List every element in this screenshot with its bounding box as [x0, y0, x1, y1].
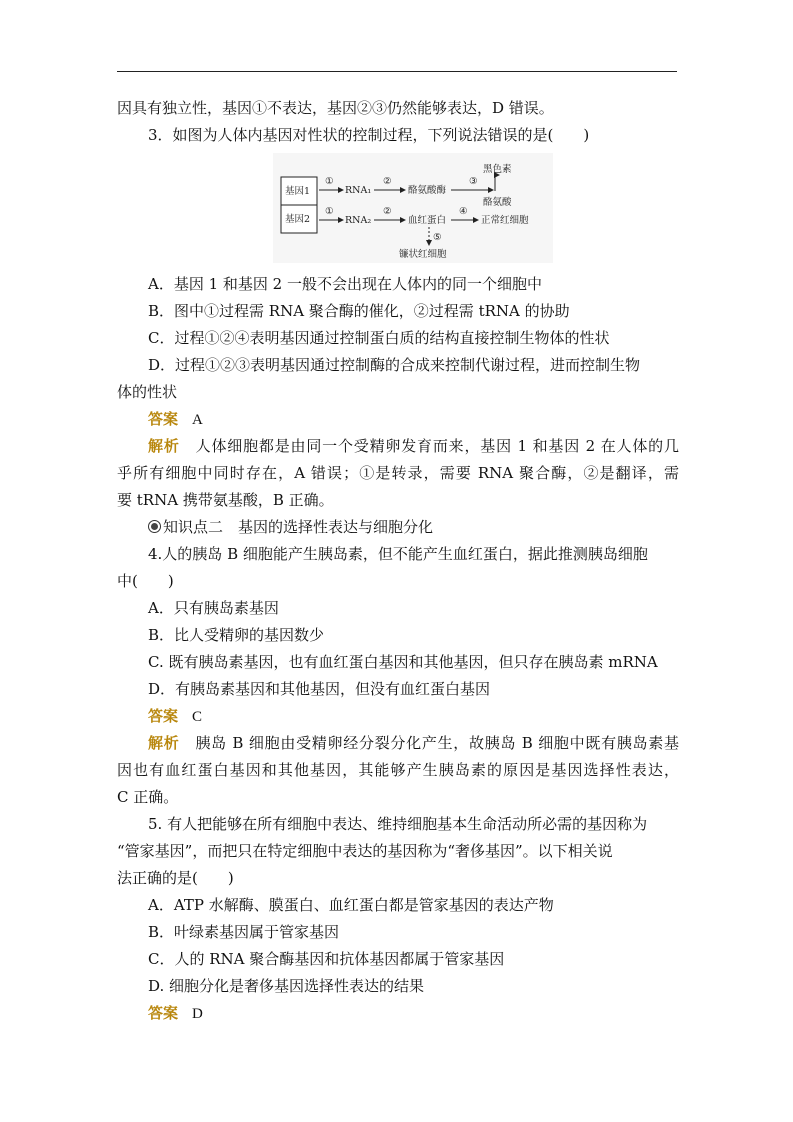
- section-heading: [148, 517, 679, 537]
- gene1-label: 基因1: [285, 186, 311, 197]
- bullet-circle-icon: [148, 520, 161, 533]
- normal-rbc-label: 正常红细胞: [481, 215, 529, 226]
- q5-stem-2: “管家基因”，而把只在特定细胞中表达的基因称为“奢侈基因”。以下相关说: [117, 842, 613, 860]
- q5-answer: [148, 1003, 679, 1024]
- answer-value: D: [192, 1006, 203, 1022]
- q5-option-a: A．ATP 水解酶、膜蛋白、血红蛋白都是管家基因的表达产物: [148, 896, 554, 914]
- step2b-label: ②: [383, 206, 392, 217]
- q5-stem-3: 法正确的是( ): [117, 869, 234, 887]
- q4-option-a: A．只有胰岛素基因: [148, 599, 279, 617]
- explain-label: 解析: [148, 734, 180, 752]
- melanin-label: 黑色素: [483, 164, 512, 175]
- explain-text: 胰岛 B 细胞由受精卵经分裂分化产生，故胰岛 B 细胞中既有胰岛素基: [195, 734, 679, 752]
- sickle-rbc-label: 镰状红细胞: [399, 249, 447, 260]
- enzyme-label: 酪氨酸酶: [408, 185, 447, 196]
- q3-stem: 3．如图为人体内基因对性状的控制过程，下列说法错误的是( ): [148, 126, 590, 144]
- q3-option-b: B．图中①过程需 RNA 聚合酶的催化，②过程需 tRNA 的协助: [148, 302, 570, 320]
- answer-value: C: [192, 709, 203, 725]
- answer-label: 答案: [148, 1004, 179, 1022]
- step3-label: ③: [469, 176, 478, 187]
- q3-option-c: C．过程①②④表明基因通过控制蛋白质的结构直接控制生物体的性状: [148, 329, 610, 347]
- step1b-label: ①: [325, 206, 334, 217]
- q3-explanation-3: 要 tRNA 携带氨基酸，B 正确。: [117, 491, 334, 509]
- section-title: 知识点二 基因的选择性表达与细胞分化: [163, 518, 434, 536]
- explain-label: 解析: [148, 437, 180, 455]
- intro-line: 因具有独立性，基因①不表达，基因②③仍然能够表达，D 错误。: [117, 99, 554, 117]
- q4-answer: [148, 706, 679, 727]
- q4-option-c: C. 既有胰岛素基因，也有血红蛋白基因和其他基因，但只存在胰岛素 mRNA: [148, 653, 658, 671]
- step5-label: ⑤: [433, 232, 442, 243]
- rna1-label: RNA₁: [345, 185, 372, 196]
- answer-label: 答案: [148, 410, 179, 428]
- q3-answer: [148, 409, 679, 430]
- gene2-label: 基因2: [285, 214, 311, 225]
- q4-explanation-2: 因也有血红蛋白基因和其他基因，其能够产生胰岛素的原因是基因选择性表达，: [117, 761, 679, 779]
- q3-option-d: D．过程①②③表明基因通过控制酶的合成来控制代谢过程，进而控制生物: [148, 356, 641, 374]
- q3-explanation-2: 乎所有细胞中同时存在，A 错误；①是转录，需要 RNA 聚合酶，②是翻译，需: [117, 464, 679, 482]
- header-rule: [117, 71, 677, 72]
- step4-label: ④: [459, 206, 468, 217]
- explain-text: 人体细胞都是由同一个受精卵发育而来，基因 1 和基因 2 在人体的几: [195, 437, 679, 455]
- q4-explanation-3: C 正确。: [117, 788, 179, 806]
- q4-option-b: B．比人受精卵的基因数少: [148, 626, 325, 644]
- q3-option-a: A．基因 1 和基因 2 一般不会出现在人体内的同一个细胞中: [148, 275, 542, 293]
- answer-label: 答案: [148, 707, 179, 725]
- step2-label: ②: [383, 176, 392, 187]
- q4-explanation-1: [148, 733, 679, 753]
- hemoglobin-label: 血红蛋白: [408, 215, 447, 226]
- q4-stem-2: 中( ): [117, 572, 174, 590]
- step1-label: ①: [325, 176, 334, 187]
- rna2-label: RNA₂: [345, 215, 372, 226]
- q3-option-d-cont: 体的性状: [117, 383, 178, 401]
- gene-control-diagram: [273, 153, 553, 263]
- q5-stem-1: 5. 有人把能够在所有细胞中表达、维持细胞基本生命活动所必需的基因称为: [148, 815, 648, 833]
- tyrosine-label: 酪氨酸: [483, 197, 512, 208]
- q4-option-d: D．有胰岛素基因和其他基因，但没有血红蛋白基因: [148, 680, 491, 698]
- q5-option-b: B．叶绿素基因属于管家基因: [148, 923, 340, 941]
- q3-explanation-1: [148, 436, 679, 456]
- q4-stem-1: 4.人的胰岛 B 细胞能产生胰岛素，但不能产生血红蛋白，据此推测胰岛细胞: [148, 545, 648, 563]
- q5-option-c: C．人的 RNA 聚合酶基因和抗体基因都属于管家基因: [148, 950, 505, 968]
- answer-value: A: [192, 412, 203, 428]
- q5-option-d: D. 细胞分化是奢侈基因选择性表达的结果: [148, 977, 425, 995]
